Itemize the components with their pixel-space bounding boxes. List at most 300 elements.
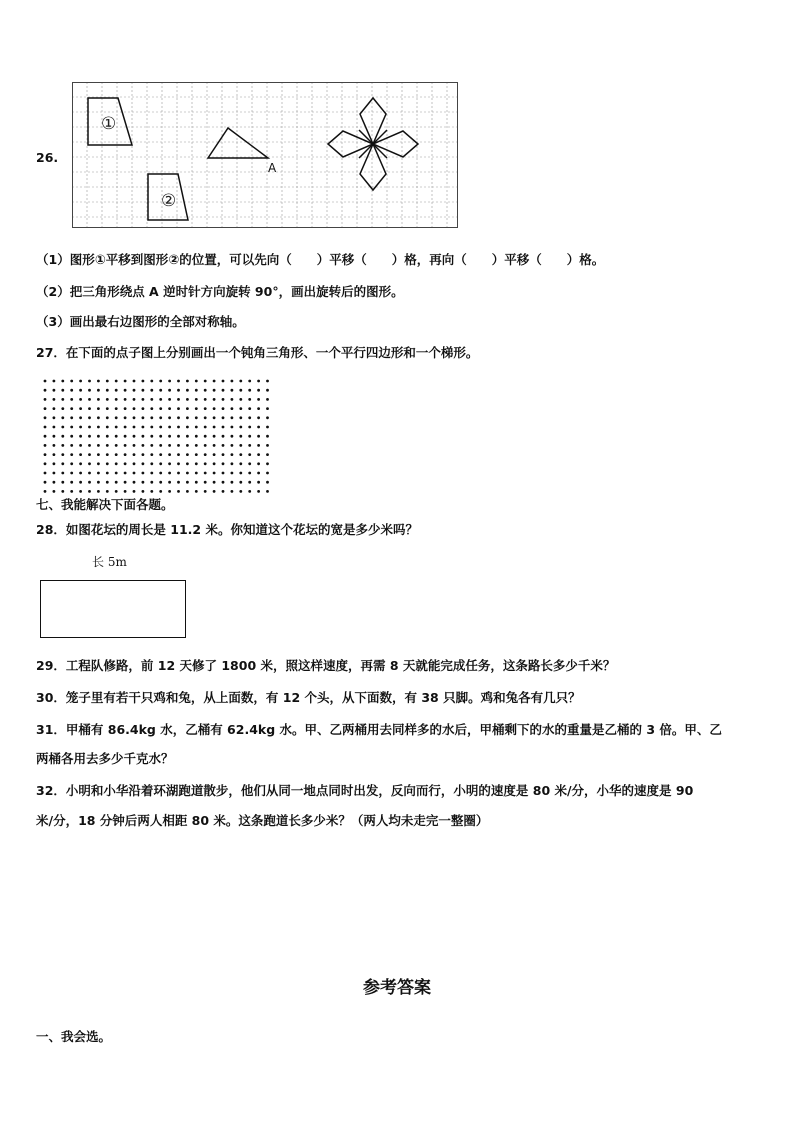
dot [70, 462, 73, 465]
dot [79, 389, 82, 392]
dot [231, 472, 234, 475]
dot [44, 481, 47, 484]
dot [257, 407, 260, 410]
dot [177, 389, 180, 392]
dot [204, 453, 207, 456]
dot [195, 398, 198, 401]
dot [266, 389, 269, 392]
dot [177, 472, 180, 475]
dot [97, 416, 100, 419]
dot [266, 462, 269, 465]
dot [79, 490, 82, 493]
dot [213, 472, 216, 475]
dot [106, 407, 109, 410]
dot [150, 490, 153, 493]
dot [168, 490, 171, 493]
dot-paper[interactable] [42, 378, 272, 496]
q26-part1-suffix: 的位置，可以先向（ ）平移（ ）格，再向（ ）平移（ ）格。 [179, 252, 605, 267]
dot [213, 407, 216, 410]
dot [239, 481, 242, 484]
dot [186, 462, 189, 465]
dot [168, 380, 171, 383]
dot [231, 426, 234, 429]
dot [266, 435, 269, 438]
dot [231, 444, 234, 447]
dot [213, 481, 216, 484]
dot [195, 435, 198, 438]
dot [266, 380, 269, 383]
dot [222, 426, 225, 429]
dot [222, 380, 225, 383]
dot [142, 472, 145, 475]
dot [239, 380, 242, 383]
dot [79, 398, 82, 401]
dot [133, 453, 136, 456]
dot [266, 407, 269, 410]
dot [213, 398, 216, 401]
dot [248, 490, 251, 493]
dot [88, 380, 91, 383]
dot [195, 407, 198, 410]
dot [79, 472, 82, 475]
dot [142, 407, 145, 410]
dot [266, 490, 269, 493]
dot [168, 453, 171, 456]
dot [142, 453, 145, 456]
dot [213, 389, 216, 392]
dot [204, 380, 207, 383]
dot [231, 435, 234, 438]
dot [159, 490, 162, 493]
dot [231, 416, 234, 419]
dot [186, 472, 189, 475]
dot [142, 398, 145, 401]
dot [213, 444, 216, 447]
shape-2-label: ② [161, 191, 177, 211]
q29-text: 29．工程队修路，前 12 天修了 1800 米，照这样速度，再需 8 天就能完成任务，这条路长多少千米？ [36, 658, 616, 673]
dot [168, 416, 171, 419]
dot [53, 426, 56, 429]
dot [177, 398, 180, 401]
dot [195, 416, 198, 419]
dot [53, 407, 56, 410]
dot [177, 426, 180, 429]
dot [222, 490, 225, 493]
dot [106, 490, 109, 493]
dot [88, 416, 91, 419]
dot [195, 426, 198, 429]
dot [106, 380, 109, 383]
dot [44, 389, 47, 392]
dot [213, 426, 216, 429]
dot [195, 389, 198, 392]
dot [106, 398, 109, 401]
dot [204, 481, 207, 484]
dot [44, 407, 47, 410]
dot [79, 453, 82, 456]
dot [97, 389, 100, 392]
dot [115, 435, 118, 438]
dot [222, 389, 225, 392]
dot [159, 435, 162, 438]
dot [186, 407, 189, 410]
dot [177, 462, 180, 465]
dot [248, 435, 251, 438]
q28-text: 28．如图花坛的周长是 11.2 米。你知道这个花坛的宽是多少米吗？ [36, 522, 418, 537]
dot [79, 426, 82, 429]
dot [204, 435, 207, 438]
dot [168, 426, 171, 429]
dot [97, 472, 100, 475]
dot [195, 453, 198, 456]
dot [97, 398, 100, 401]
dot [177, 481, 180, 484]
dot [124, 462, 127, 465]
dot [106, 435, 109, 438]
dot [70, 398, 73, 401]
dot [159, 426, 162, 429]
dot [124, 416, 127, 419]
dot [124, 380, 127, 383]
dot [239, 416, 242, 419]
dot [248, 481, 251, 484]
dot [88, 462, 91, 465]
answers-title: 参考答案 [363, 978, 431, 998]
answers-section-1: 一、我会选。 [36, 1029, 112, 1044]
dot [106, 462, 109, 465]
dot [97, 426, 100, 429]
q26-part1-prefix: （1）图形 [36, 252, 95, 267]
dot [53, 416, 56, 419]
dot [257, 426, 260, 429]
dot [70, 389, 73, 392]
dot [248, 426, 251, 429]
q28-length-label: 长 5m [92, 555, 127, 569]
dot [44, 398, 47, 401]
dot [231, 389, 234, 392]
dot [142, 462, 145, 465]
dot [44, 426, 47, 429]
dot [159, 398, 162, 401]
dot [257, 481, 260, 484]
dot [150, 426, 153, 429]
dot [142, 426, 145, 429]
dot [115, 472, 118, 475]
dot [44, 462, 47, 465]
dot [97, 444, 100, 447]
dot [70, 407, 73, 410]
dot [61, 481, 64, 484]
dot [159, 380, 162, 383]
dot [53, 380, 56, 383]
dot [124, 426, 127, 429]
dot [88, 426, 91, 429]
dot [177, 490, 180, 493]
dot [248, 453, 251, 456]
dot [88, 481, 91, 484]
dot [106, 389, 109, 392]
dot [115, 481, 118, 484]
dot [97, 490, 100, 493]
dot [177, 380, 180, 383]
q30-text: 30．笼子里有若干只鸡和兔，从上面数，有 12 个头，从下面数，有 38 只脚。鸡和兔各有几只？ [36, 690, 581, 705]
dot [248, 416, 251, 419]
q31-line2: 两桶各用去多少千克水？ [36, 751, 174, 766]
dot [88, 472, 91, 475]
dot [53, 389, 56, 392]
dot [115, 490, 118, 493]
dot [213, 416, 216, 419]
dot [239, 407, 242, 410]
dot [133, 490, 136, 493]
dot [266, 426, 269, 429]
dot [168, 444, 171, 447]
dot [195, 481, 198, 484]
dot [239, 490, 242, 493]
q26-part1-mid: 平移到图形 [105, 252, 169, 267]
dot [159, 389, 162, 392]
dot [257, 472, 260, 475]
dot [106, 481, 109, 484]
dot [168, 481, 171, 484]
dot [204, 444, 207, 447]
dot [266, 472, 269, 475]
dot [97, 481, 100, 484]
q32-line2: 米/分，18 分钟后两人相距 80 米。这条跑道长多少米？（两人均未走完一整圈） [36, 813, 489, 828]
dot [266, 444, 269, 447]
dot [150, 481, 153, 484]
dot [70, 416, 73, 419]
dot [106, 472, 109, 475]
q26-part1 [36, 250, 604, 268]
dot [222, 462, 225, 465]
dot [79, 481, 82, 484]
dot [239, 472, 242, 475]
dot [150, 462, 153, 465]
dot [142, 444, 145, 447]
dot [88, 444, 91, 447]
dot [222, 407, 225, 410]
dot [266, 398, 269, 401]
dot [61, 435, 64, 438]
dot [159, 462, 162, 465]
dot [168, 407, 171, 410]
dot [150, 380, 153, 383]
q27-text: 27．在下面的点子图上分别画出一个钝角三角形、一个平行四边形和一个梯形。 [36, 345, 479, 360]
dot [61, 380, 64, 383]
dot [124, 472, 127, 475]
dot [61, 453, 64, 456]
dot [142, 380, 145, 383]
q32-line1: 32．小明和小华沿着环湖跑道散步，他们从同一地点同时出发，反向而行，小明的速度是 80 米/分，小华的速度是 90 [36, 783, 694, 798]
dot [70, 481, 73, 484]
dot [124, 481, 127, 484]
dot [44, 416, 47, 419]
dot [177, 453, 180, 456]
dot [150, 389, 153, 392]
dot [150, 435, 153, 438]
dot [61, 398, 64, 401]
shape-1-label: ① [101, 114, 117, 134]
dot [159, 407, 162, 410]
dot [61, 407, 64, 410]
dot [44, 444, 47, 447]
dot [266, 416, 269, 419]
dot [44, 472, 47, 475]
dot [266, 453, 269, 456]
dot [231, 407, 234, 410]
dot [70, 453, 73, 456]
dot [70, 426, 73, 429]
dot [88, 398, 91, 401]
dot [61, 472, 64, 475]
dot [142, 481, 145, 484]
dot [70, 380, 73, 383]
dot [222, 481, 225, 484]
dot [88, 389, 91, 392]
dot [213, 380, 216, 383]
dot [150, 444, 153, 447]
dot [186, 435, 189, 438]
dot [61, 416, 64, 419]
dot [239, 398, 242, 401]
dot [124, 407, 127, 410]
dot [239, 426, 242, 429]
dot [115, 462, 118, 465]
dot [61, 389, 64, 392]
dot [124, 453, 127, 456]
dot [257, 435, 260, 438]
dot [124, 398, 127, 401]
dot [168, 398, 171, 401]
dot [70, 472, 73, 475]
dot [204, 416, 207, 419]
dot [133, 444, 136, 447]
dot [115, 426, 118, 429]
dot [213, 435, 216, 438]
dot [70, 435, 73, 438]
dot [186, 426, 189, 429]
dot [88, 435, 91, 438]
q26-part3: （3）画出最右边图形的全部对称轴。 [36, 314, 245, 329]
dot [133, 416, 136, 419]
dot [213, 490, 216, 493]
dot [79, 435, 82, 438]
dot [124, 389, 127, 392]
dot [257, 389, 260, 392]
dot [79, 407, 82, 410]
dot [266, 481, 269, 484]
dot [133, 380, 136, 383]
dot [53, 444, 56, 447]
dot [248, 380, 251, 383]
dot [186, 490, 189, 493]
dot [53, 398, 56, 401]
dot [133, 481, 136, 484]
dot [239, 453, 242, 456]
dot [150, 407, 153, 410]
dot [106, 453, 109, 456]
dot [177, 435, 180, 438]
dot [150, 472, 153, 475]
dot [61, 444, 64, 447]
dot [70, 490, 73, 493]
dot [53, 481, 56, 484]
q26-part1-circle-1: ① [94, 253, 106, 268]
dot [186, 398, 189, 401]
dot [257, 398, 260, 401]
dot [133, 426, 136, 429]
dot [239, 389, 242, 392]
dot [124, 435, 127, 438]
dot [222, 435, 225, 438]
dot [231, 453, 234, 456]
dot [222, 444, 225, 447]
dot [257, 380, 260, 383]
dot [231, 398, 234, 401]
dot [168, 389, 171, 392]
dot [204, 407, 207, 410]
dot [44, 435, 47, 438]
dot [177, 444, 180, 447]
dot [53, 490, 56, 493]
dot [133, 407, 136, 410]
dot [168, 472, 171, 475]
flowerbed-rectangle [40, 580, 186, 638]
dot [204, 490, 207, 493]
dot [133, 472, 136, 475]
dot [257, 490, 260, 493]
dot [186, 481, 189, 484]
point-a-label: A [268, 161, 277, 175]
dot [115, 398, 118, 401]
dot [88, 407, 91, 410]
dot [124, 490, 127, 493]
dot [257, 453, 260, 456]
dot [168, 435, 171, 438]
dot [97, 380, 100, 383]
dot [195, 444, 198, 447]
q26-part2: （2）把三角形绕点 A 逆时针方向旋转 90°，画出旋转后的图形。 [36, 284, 404, 299]
dot [133, 462, 136, 465]
dot [257, 416, 260, 419]
dot [177, 407, 180, 410]
dot [115, 444, 118, 447]
dot [70, 444, 73, 447]
dot [53, 462, 56, 465]
dot [248, 472, 251, 475]
dot [142, 416, 145, 419]
dot [239, 435, 242, 438]
dot [168, 462, 171, 465]
dot [142, 389, 145, 392]
dot [231, 490, 234, 493]
dot [231, 462, 234, 465]
dot [257, 462, 260, 465]
dot [115, 389, 118, 392]
dot [204, 462, 207, 465]
dot [61, 462, 64, 465]
q26-number: 26. [36, 150, 59, 165]
q26-grid-figure [72, 82, 458, 228]
dot [195, 472, 198, 475]
dot [195, 380, 198, 383]
dot [195, 462, 198, 465]
dot [53, 435, 56, 438]
dot [195, 490, 198, 493]
dot [150, 398, 153, 401]
dot [213, 462, 216, 465]
